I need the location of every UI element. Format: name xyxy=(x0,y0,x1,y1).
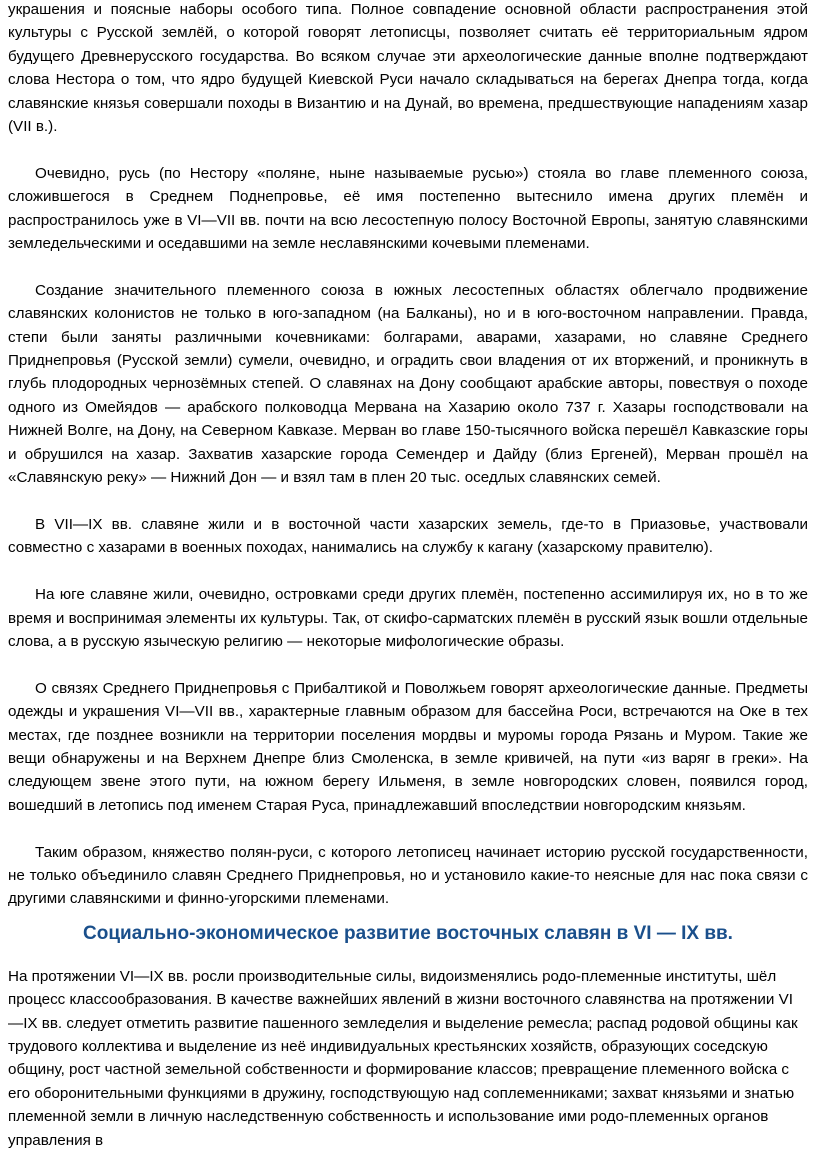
paragraph-spacer xyxy=(8,653,808,676)
paragraph-1: украшения и поясные наборы особого типа. Полное совпадение основной области распространения этой культуры с Русской землёй, о которой говорят летописцы, позволяет считать её территориальным ядром будущего Древнерусского государства. Во всяком случае эти археологические данные вполне подтверждают слова Нестора о том, что ядро будущей Киевской Руси начало складываться на берегах Днепра тогда, когда славянские князья совершали походы в Византию и на Дунай, во времена, предшествующие нападениям хазар (VII в.). xyxy=(8,1,808,136)
paragraph-spacer xyxy=(8,817,808,840)
paragraph-5: На юге славяне жили, очевидно, островками среди других племён, постепенно ассимилируя их, но в то же время и воспринимая элементы их культуры. Так, от скифо-сарматских племён в русский язык вошли отдельные слова, а в русскую языческую религию — некоторые мифологические образы. xyxy=(8,586,808,650)
paragraph-spacer xyxy=(8,560,808,583)
paragraph-2: Очевидно, русь (по Нестору «поляне, ныне называемые русью») стояла во главе племенного союза, сложившегося в Среднем Поднепровье, её имя постепенно вытеснило имена других племён и распространилось уже в VI—VII вв. почти на всю лесостепную полосу Восточной Европы, занятую славянскими земледельческими и оседавшими на земле неславянскими кочевыми племенами. xyxy=(8,164,808,253)
paragraph-7: Таким образом, княжество полян-руси, с которого летописец начинает историю русской государственности, не только объединило славян Среднего Приднепровья, но и установило какие-то неясные для нас пока связи с другими славянскими и финно-угорскими племенами. xyxy=(8,843,808,908)
paragraph-4: В VII—IX вв. славяне жили и в восточной части хазарских земель, где-то в Приазовье, участвовали совместно с хазарами в военных походах, нанимались на службу к кагану (хазарскому правителю). xyxy=(8,515,808,557)
paragraph-spacer xyxy=(8,490,808,513)
section-heading: Социально-экономическое развитие восточных славян в VI — IX вв. xyxy=(83,922,733,944)
final-paragraph: На протяжении VI—IX вв. росли производительные силы, видоизменялись родо-племенные институты, шёл процесс классообразования. В качестве важнейших явлений в жизни восточного славянства на протяжении VI—IX вв. следует отметить развитие пашенного земледелия и выделение ремесла; распад родовой общины как трудового коллектива и выделение из неё индивидуальных крестьянских хозяйств, образующих соседскую общину, рост частной земельной собственности и формирование классов; превращение племенного войска с его оборонительными функциями в дружину, господствующую над соплеменниками; захват князьями и знатью племенной земли в личную наследственную собственность и использование ими родо-племенных органов управления в xyxy=(8,967,798,1149)
paragraph-6: О связях Среднего Приднепровья с Прибалтикой и Поволжьем говорят археологические данные. Предметы одежды и украшения VI—VII вв., характерные главным образом для бассейна Роси, встречаются на Оке в тех местах, где позднее возникли на территории поселения мордвы и муромы города Рязань и Муром. Такие же вещи обнаружены и на Верхнем Днепре близ Смоленска, в земле кривичей, на пути «из варяг в греки». На следующем звене этого пути, на южном берегу Ильменя, в земле новгородских словен, появился город, вошедший в летопись под именем Старая Руса, принадлежавший впоследствии новгородским князьям. xyxy=(8,679,808,814)
paragraph-spacer xyxy=(8,255,808,278)
paragraph-3: Создание значительного племенного союза в южных лесостепных областях облегчало продвижение славянских колонистов не только в юго-западном (на Балканы), но и в юго-восточном направлении. Правда, степи были заняты различными кочевниками: болгарами, аварами, хазарами, но славяне Среднего Приднепровья (Русской земли) сумели, очевидно, и оградить свои владения от их вторжений, и проникнуть в глубь плодородных чернозёмных степей. О славянах на Дону сообщают арабские авторы, повествуя о походе одного из Омейядов — арабского полководца Мервана на Хазарию около 737 г. Хазары господствовали на Нижней Волге, на Дону, на Северном Кавказе. Мерван во главе 150-тысячного войска перешёл Кавказские горы и обрушился на хазар. Захватив хазарские города Семендер и Дайду (близ Ергеней), Мерван прошёл на «Славянскую реку» — Нижний Дон — и взял там в плен 20 тыс. оседлых славянских семей. xyxy=(8,281,808,487)
paragraph-spacer xyxy=(8,138,808,161)
